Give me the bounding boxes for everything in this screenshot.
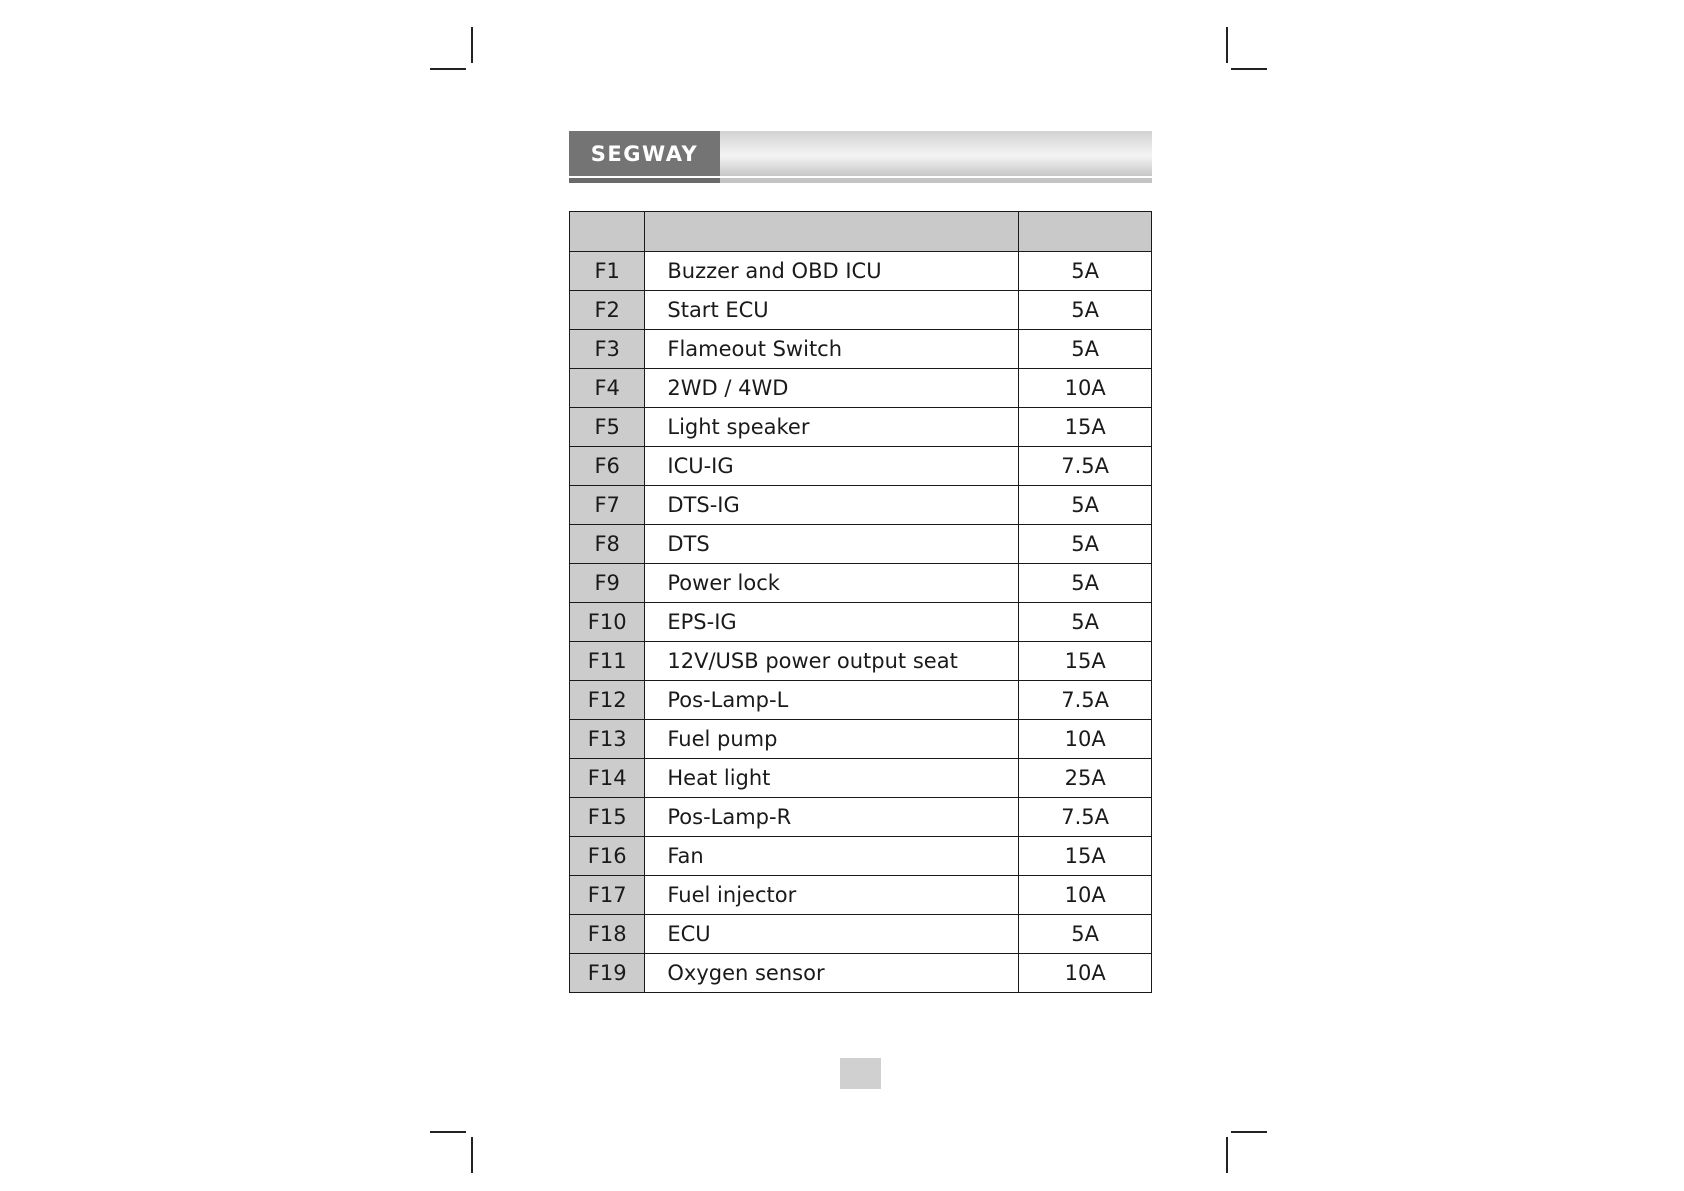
fuse-rating-cell: 7.5A xyxy=(1019,681,1152,720)
fuse-table-body xyxy=(570,252,1152,993)
table-header-row xyxy=(570,212,1152,252)
crop-mark-bottom-right-horizontal xyxy=(1231,1131,1267,1133)
fuse-id-cell: F12 xyxy=(570,681,645,720)
fuse-description-cell: Oxygen sensor xyxy=(645,954,1019,993)
fuse-rating-cell: 15A xyxy=(1019,837,1152,876)
fuse-description-cell: Pos-Lamp-R xyxy=(645,798,1019,837)
table-row xyxy=(570,486,1152,525)
fuse-description-cell: ECU xyxy=(645,915,1019,954)
fuse-id-cell: F19 xyxy=(570,954,645,993)
table-row xyxy=(570,564,1152,603)
fuse-description-cell: Fuel pump xyxy=(645,720,1019,759)
crop-mark-bottom-left-horizontal xyxy=(430,1131,466,1133)
fuse-id-cell: F7 xyxy=(570,486,645,525)
fuse-id-cell: F4 xyxy=(570,369,645,408)
fuse-description-cell: Power lock xyxy=(645,564,1019,603)
fuse-description-cell: Start ECU xyxy=(645,291,1019,330)
fuse-rating-cell: 10A xyxy=(1019,369,1152,408)
fuse-rating-cell: 5A xyxy=(1019,486,1152,525)
fuse-rating-cell: 5A xyxy=(1019,525,1152,564)
fuse-id-cell: F6 xyxy=(570,447,645,486)
crop-mark-top-left-vertical xyxy=(471,27,473,63)
crop-mark-bottom-right-vertical xyxy=(1226,1137,1228,1173)
header-cell-id xyxy=(570,212,645,252)
fuse-description-cell: ICU-IG xyxy=(645,447,1019,486)
fuse-id-cell: F17 xyxy=(570,876,645,915)
table-row xyxy=(570,759,1152,798)
fuse-rating-cell: 15A xyxy=(1019,642,1152,681)
fuse-description-cell: Buzzer and OBD ICU xyxy=(645,252,1019,291)
fuse-id-cell: F3 xyxy=(570,330,645,369)
page-header xyxy=(569,131,1152,183)
fuse-rating-cell: 5A xyxy=(1019,330,1152,369)
table-row xyxy=(570,642,1152,681)
table-row xyxy=(570,876,1152,915)
table-row xyxy=(570,408,1152,447)
fuse-rating-cell: 25A xyxy=(1019,759,1152,798)
fuse-description-cell: EPS-IG xyxy=(645,603,1019,642)
fuse-id-cell: F8 xyxy=(570,525,645,564)
fuse-rating-cell: 5A xyxy=(1019,252,1152,291)
header-gradient-bar xyxy=(720,131,1152,176)
crop-mark-top-right-horizontal xyxy=(1231,68,1267,70)
page-number-box xyxy=(840,1058,881,1089)
fuse-description-cell: Heat light xyxy=(645,759,1019,798)
fuse-id-cell: F13 xyxy=(570,720,645,759)
table-row xyxy=(570,603,1152,642)
table-row xyxy=(570,798,1152,837)
fuse-table xyxy=(569,211,1152,993)
crop-mark-bottom-left-vertical xyxy=(471,1137,473,1173)
fuse-id-cell: F9 xyxy=(570,564,645,603)
fuse-description-cell: Fuel injector xyxy=(645,876,1019,915)
header-gradient-underline xyxy=(720,178,1152,183)
fuse-description-cell: DTS-IG xyxy=(645,486,1019,525)
fuse-id-cell: F10 xyxy=(570,603,645,642)
table-row xyxy=(570,330,1152,369)
table-row xyxy=(570,369,1152,408)
logo-underline xyxy=(569,178,720,183)
table-row xyxy=(570,915,1152,954)
fuse-rating-cell: 5A xyxy=(1019,603,1152,642)
header-cell-rating xyxy=(1019,212,1152,252)
fuse-id-cell: F16 xyxy=(570,837,645,876)
fuse-id-cell: F15 xyxy=(570,798,645,837)
fuse-rating-cell: 10A xyxy=(1019,720,1152,759)
fuse-description-cell: Light speaker xyxy=(645,408,1019,447)
fuse-rating-cell: 7.5A xyxy=(1019,447,1152,486)
fuse-rating-cell: 5A xyxy=(1019,564,1152,603)
fuse-description-cell: Pos-Lamp-L xyxy=(645,681,1019,720)
fuse-id-cell: F1 xyxy=(570,252,645,291)
table-row xyxy=(570,525,1152,564)
fuse-id-cell: F14 xyxy=(570,759,645,798)
table-row xyxy=(570,837,1152,876)
fuse-description-cell: 12V/USB power output seat xyxy=(645,642,1019,681)
fuse-rating-cell: 5A xyxy=(1019,915,1152,954)
fuse-description-cell: 2WD / 4WD xyxy=(645,369,1019,408)
fuse-rating-cell: 10A xyxy=(1019,876,1152,915)
fuse-rating-cell: 7.5A xyxy=(1019,798,1152,837)
fuse-id-cell: F11 xyxy=(570,642,645,681)
table-row xyxy=(570,291,1152,330)
fuse-rating-cell: 10A xyxy=(1019,954,1152,993)
table-row xyxy=(570,252,1152,291)
crop-mark-top-left-horizontal xyxy=(430,68,466,70)
fuse-id-cell: F5 xyxy=(570,408,645,447)
table-row xyxy=(570,720,1152,759)
fuse-id-cell: F18 xyxy=(570,915,645,954)
table-row xyxy=(570,447,1152,486)
fuse-rating-cell: 5A xyxy=(1019,291,1152,330)
table-row xyxy=(570,681,1152,720)
crop-mark-top-right-vertical xyxy=(1226,27,1228,63)
fuse-description-cell: DTS xyxy=(645,525,1019,564)
brand-logo xyxy=(569,131,720,176)
fuse-rating-cell: 15A xyxy=(1019,408,1152,447)
fuse-description-cell: Fan xyxy=(645,837,1019,876)
fuse-description-cell: Flameout Switch xyxy=(645,330,1019,369)
fuse-id-cell: F2 xyxy=(570,291,645,330)
brand-logo-text: SEGWAY xyxy=(590,141,699,166)
table-row xyxy=(570,954,1152,993)
header-cell-description xyxy=(645,212,1019,252)
